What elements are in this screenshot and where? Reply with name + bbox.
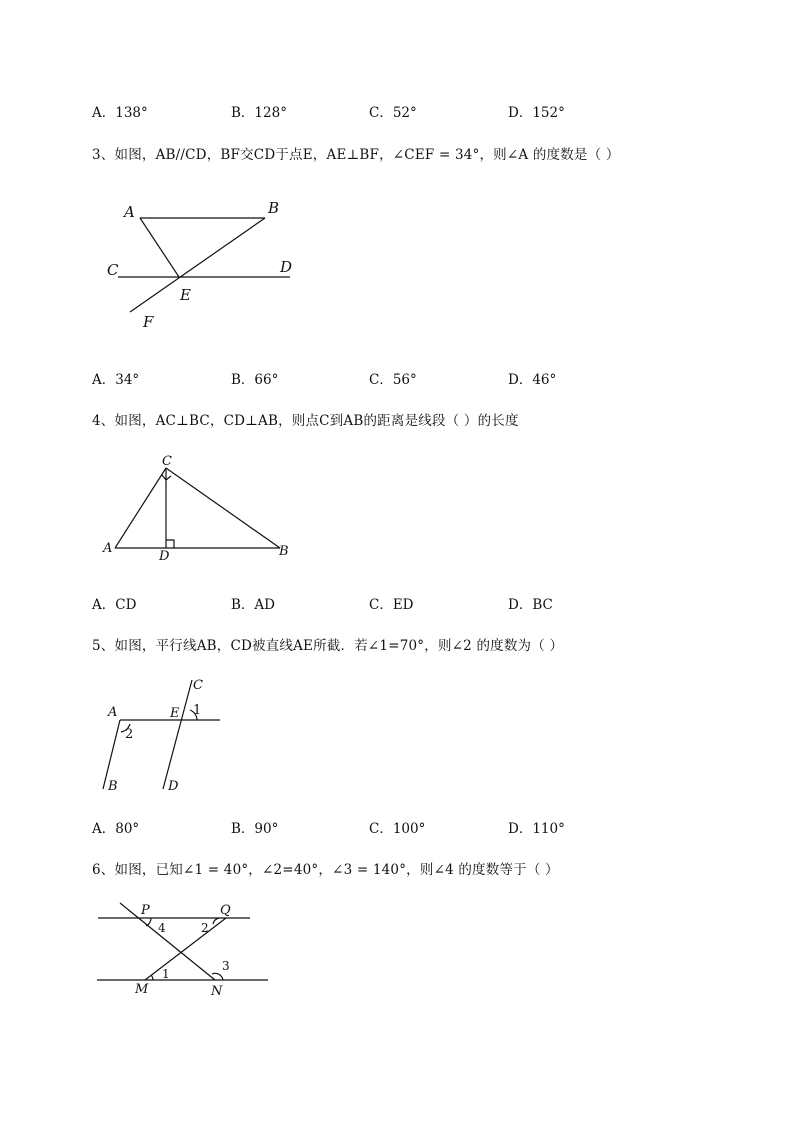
q6-angle4-label: 4 [158, 921, 166, 935]
q2-option-c: C．52° [369, 105, 417, 121]
q5-option-c: C．100° [369, 821, 426, 837]
q5-option-a: A．80° [92, 821, 140, 837]
q4-label-b: B [279, 544, 289, 559]
q3-option-a: A．34° [92, 372, 140, 388]
q2-option-a: A．138° [92, 105, 148, 121]
q3-label-b: B [268, 199, 280, 217]
q3-label-f: F [143, 313, 154, 331]
q3-label-c: C [107, 261, 119, 279]
q5-angle1-label: 1 [193, 703, 202, 718]
q3-label-d: D [280, 258, 293, 276]
q5-line-cd [163, 680, 192, 789]
q5-option-b: B．90° [231, 821, 279, 837]
q3-label-a: A [124, 203, 135, 221]
q4-line-bc [166, 468, 280, 548]
q4-label-c: C [162, 454, 172, 469]
q3-line-ae [140, 218, 179, 277]
q4-option-c: C．ED [369, 597, 414, 613]
q2-option-d: D．152° [508, 105, 565, 121]
q6-angle1-label: 1 [162, 967, 170, 981]
q4-option-d: D．BC [508, 597, 553, 613]
q6-figure [95, 898, 275, 998]
q6-stem: 6、如图，已知∠1 = 40°，∠2=40°，∠3 = 140°，则∠4 的度数等于（ ） [92, 862, 559, 878]
q3-figure [100, 195, 310, 335]
q6-angle1-arc [151, 975, 153, 980]
q3-line-bf [130, 218, 265, 312]
q4-right-angle-d [166, 540, 174, 548]
q5-option-d: D．110° [508, 821, 565, 837]
q5-label-e: E [170, 706, 180, 721]
q6-label-n: N [211, 984, 223, 999]
q5-figure [100, 672, 240, 797]
q4-label-a: A [103, 541, 113, 556]
q3-label-e: E [180, 286, 191, 304]
q4-line-ac [115, 468, 166, 548]
q5-label-a: A [108, 705, 118, 720]
q6-label-m: M [135, 982, 149, 997]
q3-option-c: C．56° [369, 372, 417, 388]
q6-angle3-label: 3 [222, 959, 230, 973]
q6-angle2-label: 2 [201, 921, 209, 935]
q5-label-c: C [193, 678, 203, 693]
q5-angle2-label: 2 [125, 727, 134, 742]
q6-label-q: Q [220, 903, 231, 918]
q5-stem: 5、如图，平行线AB，CD被直线AE所截．若∠1=70°，则∠2 的度数为（ ） [92, 638, 564, 654]
q4-option-a: A．CD [92, 597, 137, 613]
q4-option-b: B．AD [231, 597, 275, 613]
q4-figure [100, 452, 300, 567]
q3-option-b: B．66° [231, 372, 279, 388]
q5-label-d: D [168, 779, 179, 794]
q6-angle2-arc [213, 918, 219, 924]
q4-stem: 4、如图，AC⊥BC，CD⊥AB，则点C到AB的距离是线段（ ）的长度 [92, 413, 519, 429]
q2-option-b: B．128° [231, 105, 287, 121]
q3-option-d: D．46° [508, 372, 557, 388]
q3-stem: 3、如图，AB//CD，BF交CD于点E，AE⊥BF，∠CEF = 34°，则∠A 的度数是（ ） [92, 147, 620, 163]
q6-label-p: P [141, 903, 150, 918]
q4-label-d: D [159, 549, 170, 564]
q5-label-b: B [108, 779, 118, 794]
